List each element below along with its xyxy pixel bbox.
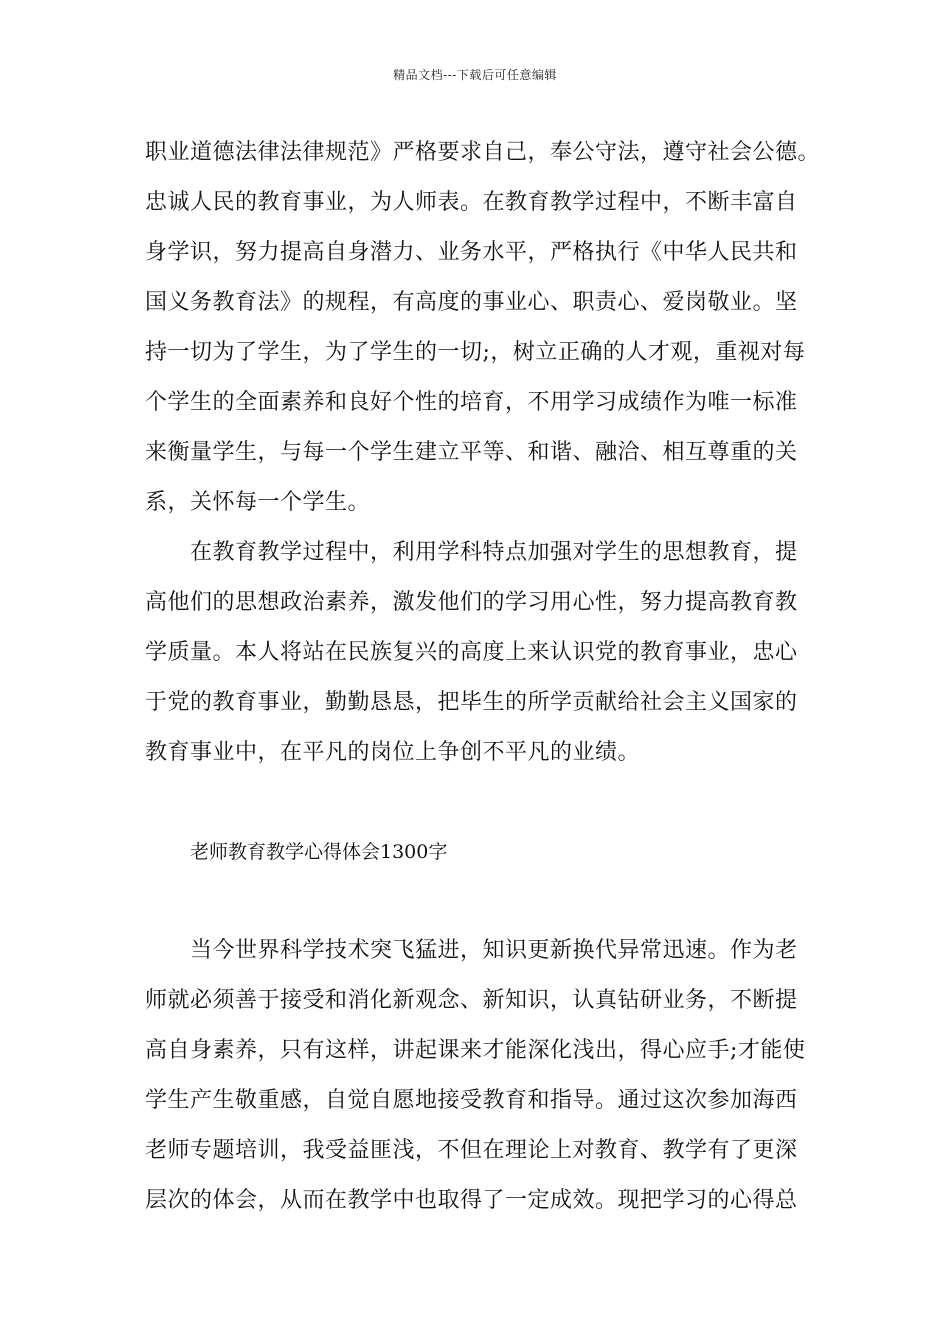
text-line: 身学识，努力提高自身潜力、业务水平，严格执行《中华人民共和 xyxy=(145,240,798,265)
text-line: 个学生的全面素养和良好个性的培育，不用学习成绩作为唯一标准 xyxy=(145,390,798,415)
text-line: 层次的体会，从而在教学中也取得了一定成效。现把学习的心得总 xyxy=(145,1188,798,1213)
text-line: 持一切为了学生，为了学生的一切;，树立正确的人才观，重视对每 xyxy=(145,340,806,365)
text-line: 于党的教育事业，勤勤恳恳，把毕生的所学贡献给社会主义国家的 xyxy=(145,690,798,715)
text-line: 高自身素养，只有这样，讲起课来才能深化浅出，得心应手;才能使 xyxy=(145,1038,806,1063)
text-line: 系，关怀每一个学生。 xyxy=(145,490,371,515)
text-line: 国义务教育法》的规程，有高度的事业心、职责心、爱岗敬业。坚 xyxy=(145,290,798,315)
text-line: 在教育教学过程中，利用学科特点加强对学生的思想教育，提 xyxy=(190,540,798,565)
text-line: 教育事业中，在平凡的岗位上争创不平凡的业绩。 xyxy=(145,740,641,765)
text-line: 当今世界科学技术突飞猛进，知识更新换代异常迅速。作为老 xyxy=(190,938,798,963)
text-line: 忠诚人民的教育事业，为人师表。在教育教学过程中，不断丰富自 xyxy=(145,190,798,215)
page-header: 精品文档---下载后可任意编辑 xyxy=(393,68,557,82)
section-heading: 老师教育教学心得体会1300字 xyxy=(190,841,448,863)
text-line: 学生产生敬重感，自觉自愿地接受教育和指导。通过这次参加海西 xyxy=(145,1088,798,1113)
text-line: 高他们的思想政治素养，激发他们的学习用心性，努力提高教育教 xyxy=(145,590,798,615)
text-line: 职业道德法律法律规范》严格要求自己，奉公守法，遵守社会公德。 xyxy=(145,140,821,165)
text-line: 老师专题培训，我受益匪浅，不但在理论上对教育、教学有了更深 xyxy=(145,1138,798,1163)
text-line: 来衡量学生，与每一个学生建立平等、和谐、融洽、相互尊重的关 xyxy=(145,440,798,465)
text-line: 学质量。本人将站在民族复兴的高度上来认识党的教育事业，忠心 xyxy=(145,640,798,665)
text-line: 师就必须善于接受和消化新观念、新知识，认真钻研业务，不断提 xyxy=(145,988,798,1013)
